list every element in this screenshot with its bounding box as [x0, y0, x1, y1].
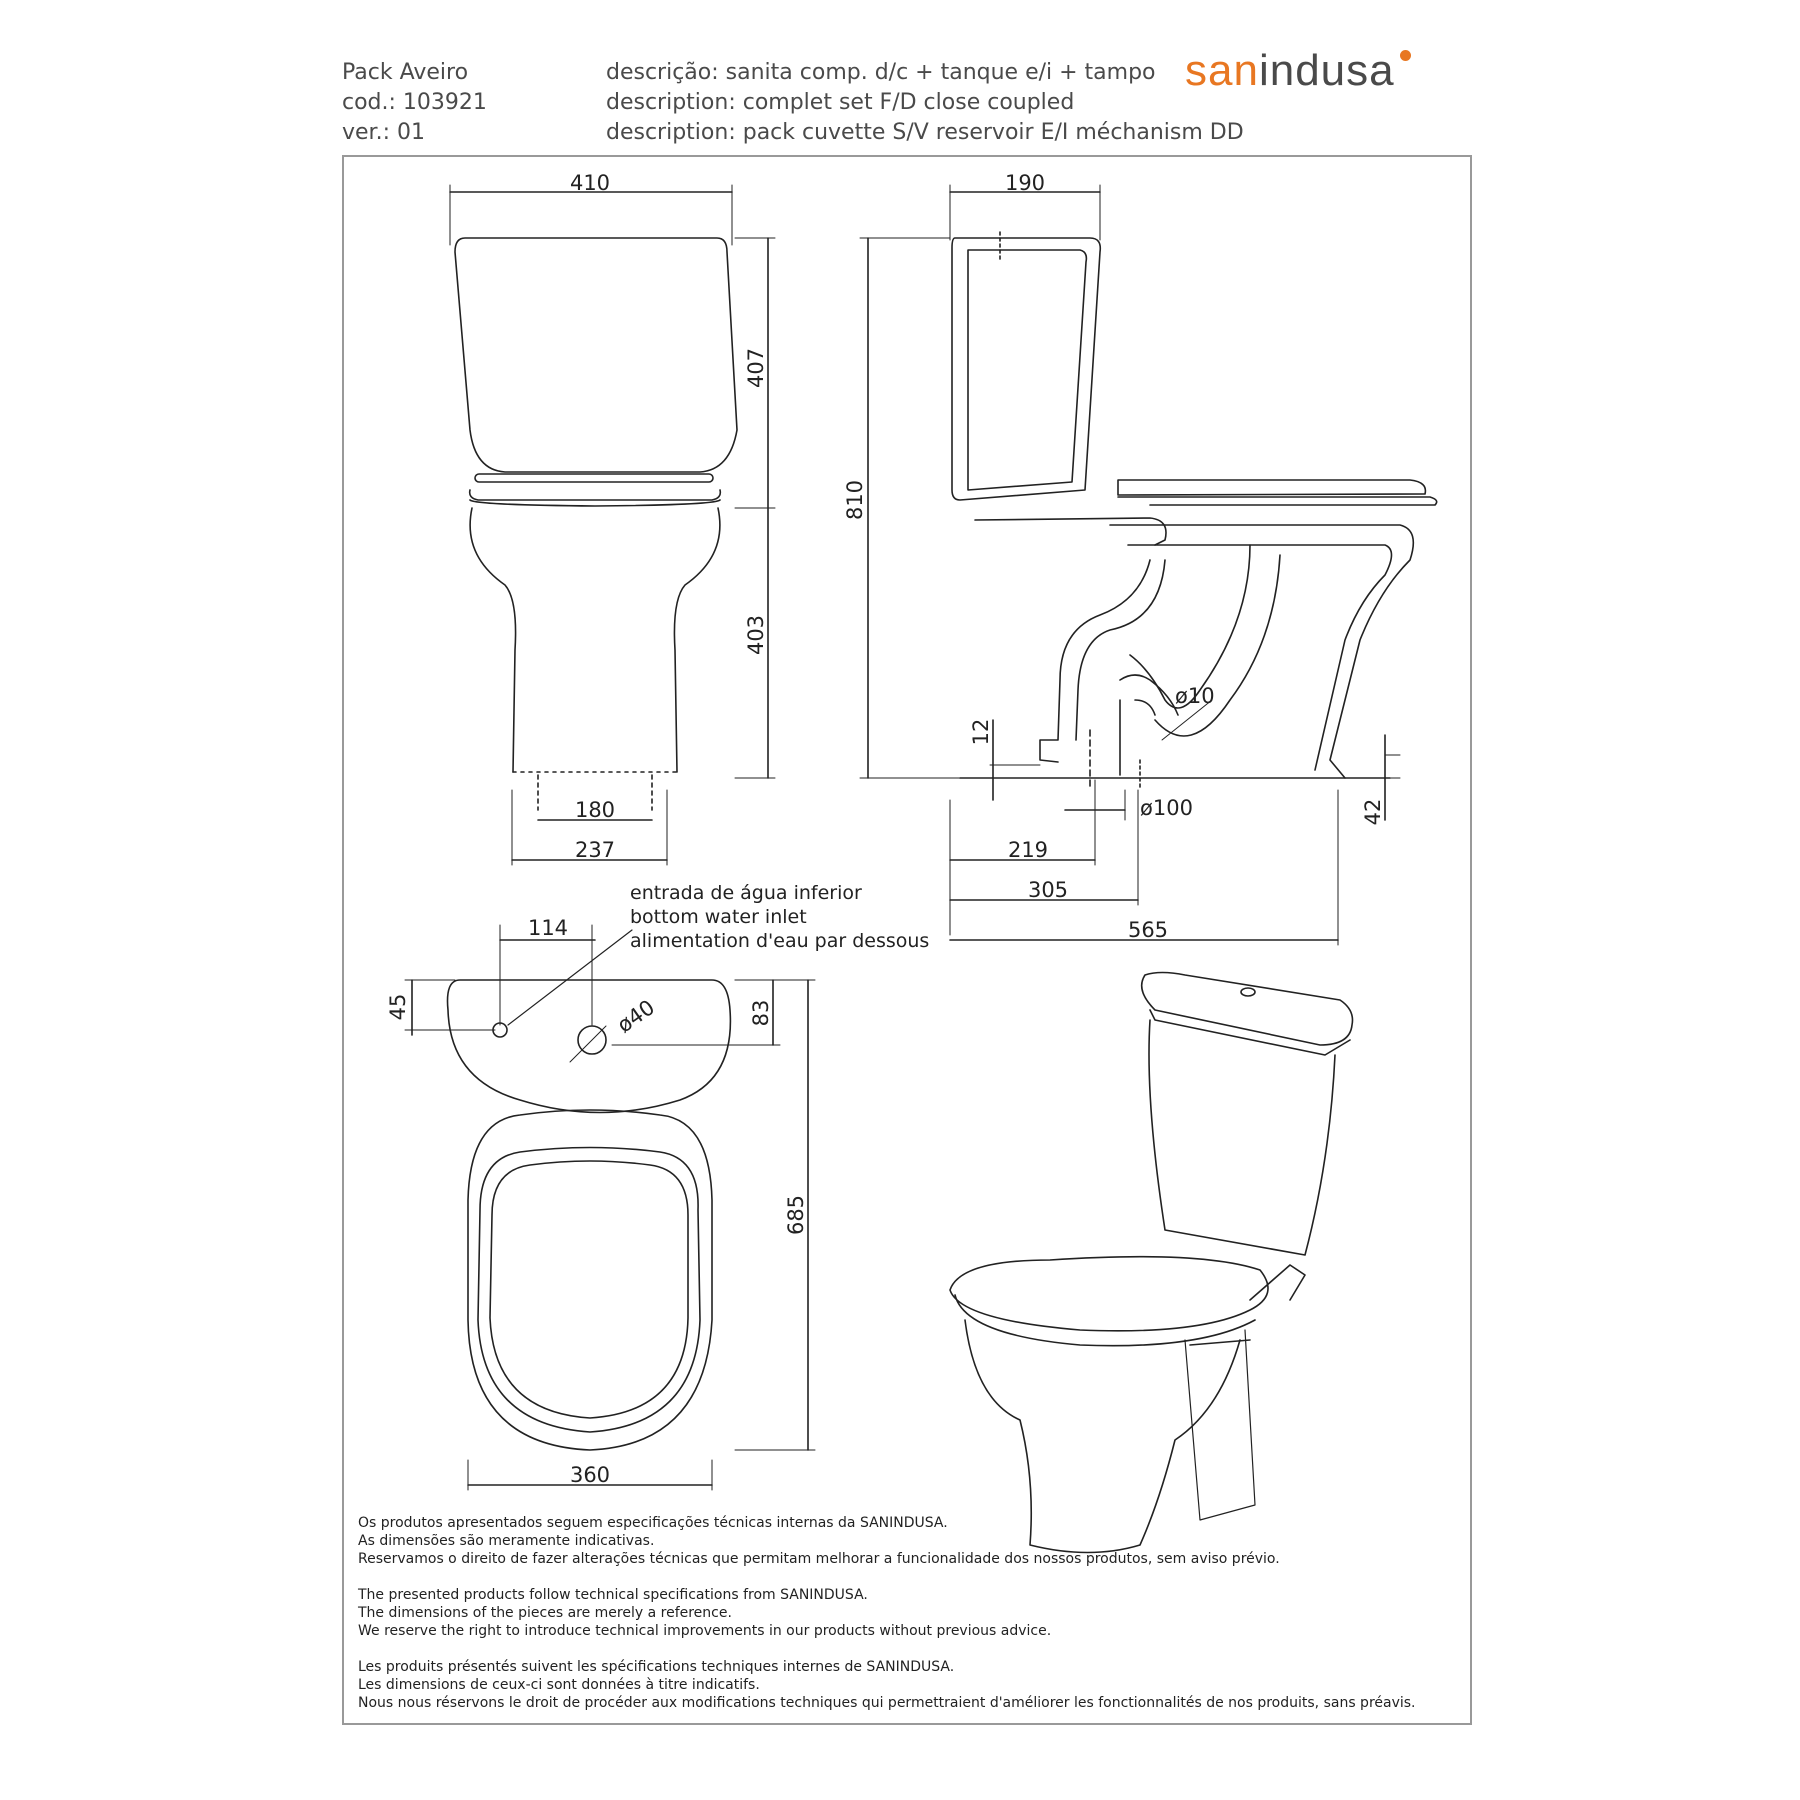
- dim-inlet-offset: 114: [527, 916, 569, 940]
- inlet-label-en: bottom water inlet: [630, 906, 807, 928]
- dim-total-height: 810: [843, 479, 867, 521]
- description-en: description: complet set F/D close coupled: [606, 90, 1075, 115]
- note-fr-2: Les dimensions de ceux-ci sont données à titre indicatifs.: [358, 1677, 760, 1693]
- note-en-1: The presented products follow technical specifications from SANINDUSA.: [358, 1587, 868, 1603]
- dim-tank-height: 407: [744, 347, 768, 389]
- side-view: [860, 185, 1437, 945]
- dim-top-width: 360: [569, 1463, 611, 1487]
- inlet-label-fr: alimentation d'eau par dessous: [630, 930, 930, 952]
- note-en-2: The dimensions of the pieces are merely a reference.: [358, 1605, 732, 1621]
- front-view: [450, 185, 775, 865]
- dim-front-width: 410: [569, 171, 611, 195]
- dim-diam-10: ø10: [1175, 684, 1215, 708]
- dim-side-depth-tank: 190: [1004, 171, 1046, 195]
- note-en-3: We reserve the right to introduce technical improvements in our products without previous advice.: [358, 1623, 1052, 1639]
- product-version: ver.: 01: [342, 120, 425, 145]
- product-code: cod.: 103921: [342, 90, 487, 115]
- dim-diam-100: ø100: [1140, 796, 1193, 820]
- dim-bowl-height: 403: [744, 614, 768, 656]
- dim-offset-42: 42: [1361, 798, 1385, 826]
- dim-offset-12: 12: [969, 718, 993, 746]
- dim-base-inner: 180: [574, 798, 616, 822]
- note-pt-3: Reservamos o direito de fazer alterações técnicas que permitam melhorar a funcionalidade dos nossos produtos, sem aviso prévio.: [358, 1551, 1280, 1567]
- product-name: Pack Aveiro: [342, 60, 469, 85]
- inlet-label-pt: entrada de água inferior: [630, 882, 862, 904]
- dim-depth-83: 83: [749, 999, 773, 1027]
- note-pt-1: Os produtos apresentados seguem especificações técnicas internas da SANINDUSA.: [358, 1515, 948, 1531]
- perspective-view: [950, 973, 1353, 1553]
- dim-inlet-depth: 45: [386, 993, 410, 1021]
- dim-top-length: 685: [784, 1194, 808, 1236]
- description-pt: descrição: sanita comp. d/c + tanque e/i + tampo: [606, 60, 1156, 85]
- dim-dist-305: 305: [1027, 878, 1069, 902]
- dim-base-outer: 237: [574, 838, 616, 862]
- note-pt-2: As dimensões são meramente indicativas.: [358, 1533, 655, 1549]
- logo-part-san: san: [1185, 46, 1259, 95]
- dim-dist-219: 219: [1007, 838, 1049, 862]
- note-fr-1: Les produits présentés suivent les spécifications techniques internes de SANINDUSA.: [358, 1659, 955, 1675]
- logo-part-indusa: indusa: [1258, 46, 1395, 95]
- description-fr: description: pack cuvette S/V reservoir E/I méchanism DD: [606, 120, 1244, 145]
- dim-diam-40: ø40: [612, 995, 660, 1038]
- note-fr-3: Nous nous réservons le droit de procéder aux modifications techniques qui permettraient d'améliorer les fonctionnalités de nos produits, sans préavis.: [358, 1695, 1416, 1711]
- dim-total-depth: 565: [1127, 918, 1169, 942]
